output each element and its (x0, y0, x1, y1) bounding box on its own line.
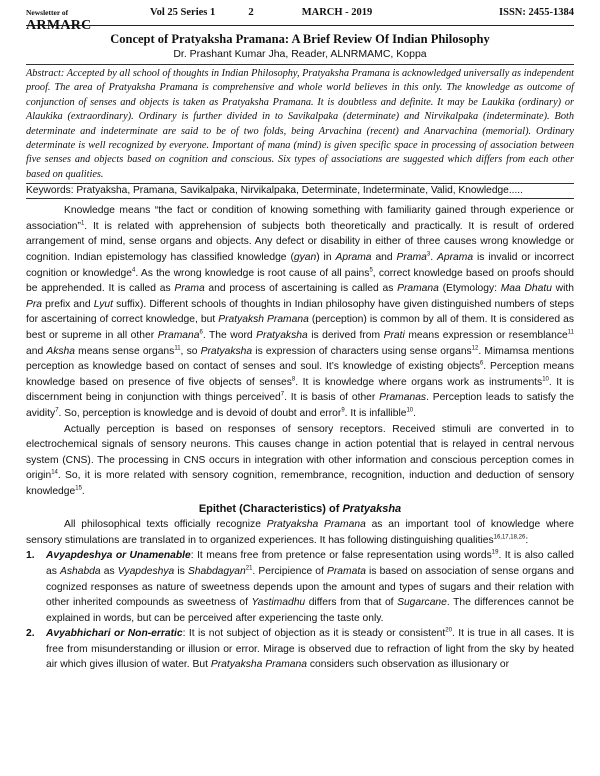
article-title: Concept of Pratyaksha Pramana: A Brief Review Of Indian Philosophy (110, 32, 490, 46)
list-item: 1. Avyapdeshya or Unamenable: It means free from pretence or false representation using words$^{19}$. It is also called as Ashabda as Vyapdeshya is Shabdagyan$^{21}$. Percipience of Pramata is based on association of sense organs and cognized responses as nature of sweetness depends upon the amount and types of sugars and their relation with other inherited compounds as sweetness of Yastimadhu differs from that of Sugarcane. The differences cannot be explained in words, but can be perceived after experiencing the taste only. (26, 549, 575, 624)
list-item: 2. Avyabhichari or Non-erratic: It is not subject of objection as it is steady or consistent$^{20}$. It is true in all cases. It is free from misunderstanding or illusion or error. Mirage is observed due to refraction of light from the sky by heated air which gives illusion of water. But Pratyaksha Pramana considers such observation as illusionary or (26, 627, 574, 671)
volume-label: Vol 25 Series 1 (150, 7, 216, 18)
body-paragraph-2: Actually perception is based on responses of sensory receptors. Received stimuli are converted in to electrochemical signals of sensory neurons. This causes change in action potential that is relayed in central nervous system (CNS). The processing in CNS occurs in integration with other information and conscious perception comes in origin$^{14}$. So, it is more related with sensory cognition, remembrance, recognition, induction and deduction of sensory knowledge$^{15}$. (26, 423, 574, 497)
article-author: Dr. Prashant Kumar Jha, Reader, ALNRMAMC, Koppa (173, 48, 427, 60)
brand-name: ARMARC (26, 18, 92, 33)
article-abstract: Abstract: Accepted by all school of thoughts in Indian Philosophy, Pratyaksha Pramana is acknowledged universally as independent proof. The area of Pratyaksha Pramana is comprehensive and whole world believes in this only. The knowledge as outcome of conjunction of senses and objects is taken as Pratyaksha Pramana. It is doubtless and definite. It may be Laukika (ordinary) or Alaukika (extraordinary). Ordinary is further divided in to Savikalpaka (determinate) and Nirvikalpaka (indeterminate). Both determinate and indeterminate are said to be of two folds, being Arvachina (recent) and Anarvachina (memorial). Ordinary determinate is well recognized by everyone. Important of mana (mind) is given specific space in processing of association between five senses and objects based on cognition and conscious. Six types of associations are suggested which differs from each other based on qualities. (26, 64, 574, 184)
newsletter-page (26, 6, 574, 673)
body-paragraph-1: Knowledge means “the fact or condition of knowing something with familiarity gained through experience or association”$^1$. It is related with apprehension of subjects both theoretically and practically. It is result of ordered arrangement of mind, sense organs and objects. Any defect or disability in either of three causes wrong knowledge or cognition. Indian epistemology has classified knowledge (gyan) in Aprama and Prama$^3$. Aprama is invalid or incorrect cognition or knowledge$^4$. As the wrong knowledge is root cause of all pains$^5$, correct knowledge based on proofs should be apprehended. It is called as Prama and process of ascertaining is called as Pramana (Etymology: Maa Dhatu with Pra prefix and Lyut suffix). Different schools of thoughts in Indian philosophy have given distinguished numbers of steps for ascertaining of correct knowledge, but Pratyaksh Pramana (perception) is common by all of them. It is considered as best or supreme in all other Pramana$^6$. The word Pratyaksha is derived from Prati means expression or resemblance$^{11}$ and Aksha means sense organs$^{11}$, so Pratyaksha is expression of characters using sense organs$^{12}$. Mimamsa mentions perception as knowledge based on contact of senses and soul. It’s knowledge of existing objects$^6$. Perception means knowledge based on presence of five objects of senses$^8$. It is knowledge where organs work as instruments$^{10}$. It is discernment being in conjunction with things perceived$^7$. It is basis of other Pramanas. Perception leads to satisfy the avidity$^7$. So, perception is knowledge and is devoid of doubt and error$^9$. It is infallible$^{10}$. (26, 205, 575, 419)
page-header (26, 6, 574, 33)
issn-label: ISSN: 2455-1384 (499, 7, 574, 18)
article-keywords: Keywords: Pratyaksha, Pramana, Savikalpaka, Nirvikalpaka, Determinate, Indeterminate, Valid, Knowledge..... (26, 185, 523, 197)
section-heading: Epithet (Characteristics) of Pratyaksha (198, 502, 402, 515)
issue-date: MARCH - 2019 (301, 7, 373, 18)
keywords-rule (26, 198, 574, 199)
characteristics-list (26, 548, 574, 673)
page-number: 2 (248, 6, 254, 18)
newsletter-of-label: Newsletter of (26, 8, 69, 17)
body-paragraph-3: All philosophical texts officially recognize Pratyaksha Pramana as an important tool of knowledge where sensory stimulations are translated in to organized experiences. It has following distinguishing qualities$^{16,17,18,26}$: (26, 519, 574, 546)
article-body (26, 203, 574, 673)
newsletter-name (26, 7, 136, 34)
